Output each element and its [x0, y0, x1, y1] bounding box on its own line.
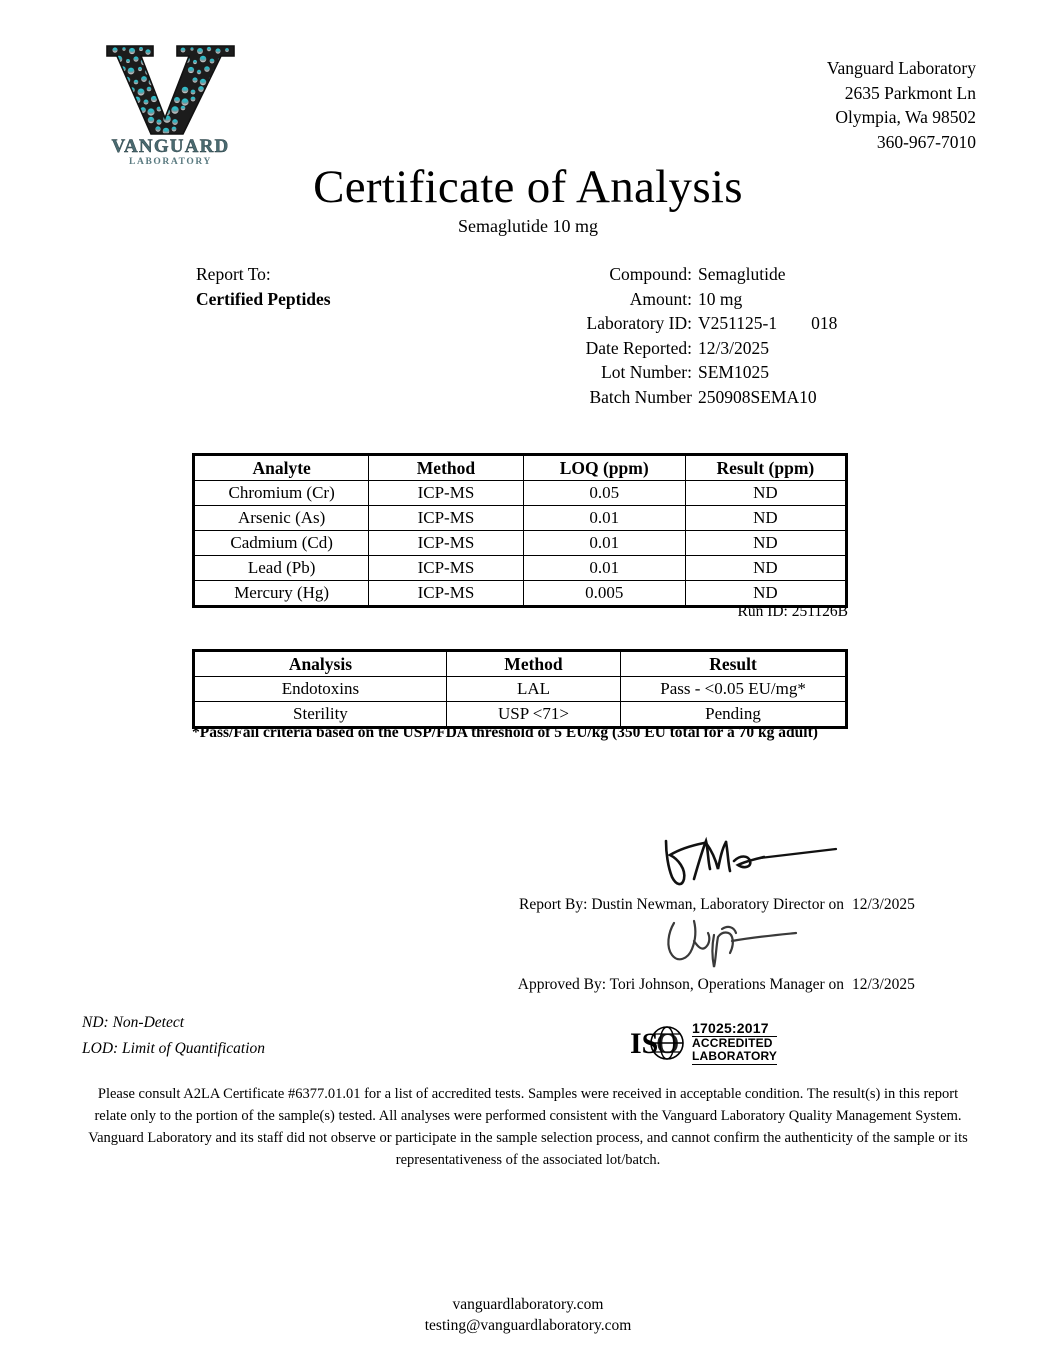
column-header: Analysis — [194, 651, 447, 677]
table-cell: Chromium (Cr) — [194, 481, 369, 506]
meta-row — [520, 360, 920, 385]
iso-accreditation-badge — [630, 1022, 777, 1065]
legend-nd: ND: Non-Detect — [82, 1014, 185, 1031]
meta-label: Lot Number: — [601, 362, 692, 382]
meta-label: Amount: — [629, 288, 692, 309]
table-cell: 0.01 — [523, 531, 685, 556]
legend-lod: LOD: Limit of Quantification — [82, 1040, 265, 1057]
report-by-date: 12/3/2025 — [852, 896, 915, 913]
column-header: Analyte — [194, 455, 369, 481]
meta-row — [520, 262, 920, 287]
logo-v-icon — [103, 42, 238, 138]
pass-fail-criteria-note: *Pass/Fail criteria based on the USP/FDA threshold of 5 EU/kg (350 EU total for a 70 kg adult) — [192, 724, 818, 741]
table-cell: Cadmium (Cd) — [194, 531, 369, 556]
iso-accredited: ACCREDITED — [692, 1035, 773, 1050]
iso-badge-text — [692, 1022, 777, 1065]
meta-value: 10 mg — [698, 288, 743, 309]
logo-word-vanguard: VANGUARD — [111, 136, 230, 157]
table-cell: Pending — [621, 702, 847, 728]
table-row — [194, 506, 847, 531]
company-name: Vanguard Laboratory — [826, 58, 976, 78]
table-cell: 0.05 — [523, 481, 685, 506]
meta-row — [520, 385, 920, 410]
signature-mark-tori-johnson-icon — [660, 915, 860, 971]
iso-globe-icon — [630, 1022, 686, 1064]
table-cell: ICP-MS — [369, 581, 523, 607]
meta-value: Semaglutide — [698, 264, 786, 284]
table-cell: 0.01 — [523, 556, 685, 581]
column-header: Method — [369, 455, 523, 481]
column-header: Result (ppm) — [685, 455, 846, 481]
heavy-metals-table — [192, 453, 848, 608]
column-header: Method — [446, 651, 620, 677]
table-cell: ICP-MS — [369, 481, 523, 506]
footer-website[interactable]: vanguardlaboratory.com — [452, 1296, 604, 1313]
table-cell: Arsenic (As) — [194, 506, 369, 531]
svg-text:IS: IS — [630, 1027, 659, 1061]
iso-standard: 17025:2017 — [692, 1022, 777, 1037]
table-header-row — [194, 651, 847, 677]
table-row — [194, 556, 847, 581]
table-cell: Pass - <0.05 EU/mg* — [621, 677, 847, 702]
column-header: Result — [621, 651, 847, 677]
vanguard-logo — [103, 42, 238, 167]
meta-value: SEM1025 — [698, 362, 769, 382]
disclaimer-text: Please consult A2LA Certificate #6377.01.01 for a list of accredited tests. Samples were received in acceptable condition. The result(s) in this report relate only to the portion of the sample(s) tested. All analyses were performed consistent with the Vanguard Laboratory Quality Management System. Vanguard Laboratory and its staff did not observe or participate in the sample selection process, and cannot confirm the authenticity of the sample or its representativeness of the associated lot/batch. — [88, 1086, 968, 1168]
company-phone: 360-967-7010 — [876, 131, 976, 152]
table-cell: 0.005 — [523, 581, 685, 607]
report-info-section — [0, 262, 1056, 412]
meta-value: 12/3/2025 — [698, 337, 769, 358]
signature-mark-dustin-newman-icon — [660, 835, 860, 891]
meta-value: 250908SEMA10 — [698, 386, 817, 407]
meta-row — [520, 287, 920, 312]
document-footer — [0, 1294, 1056, 1336]
table-cell: ICP-MS — [369, 556, 523, 581]
column-header: LOQ (ppm) — [523, 455, 685, 481]
table-row — [194, 481, 847, 506]
table-row — [194, 677, 847, 702]
table-cell: Lead (Pb) — [194, 556, 369, 581]
meta-label: Compound: — [609, 264, 692, 284]
table-cell: Sterility — [194, 702, 447, 728]
document-header — [0, 0, 1056, 170]
table-cell: LAL — [446, 677, 620, 702]
meta-label: Laboratory ID: — [586, 313, 692, 333]
company-address-block — [827, 56, 976, 154]
table-cell: ICP-MS — [369, 506, 523, 531]
page-subtitle: Semaglutide 10 mg — [458, 216, 598, 236]
run-id-label: Run ID: 251126B — [737, 603, 848, 620]
meta-row — [520, 311, 920, 336]
report-to-block — [196, 262, 331, 311]
report-to-label: Report To: — [196, 264, 271, 284]
meta-label: Batch Number — [589, 386, 692, 407]
table-cell: ICP-MS — [369, 531, 523, 556]
table-cell: ND — [685, 556, 846, 581]
table-cell: ND — [685, 481, 846, 506]
table-cell: ND — [685, 581, 846, 607]
report-by-text: Report By: Dustin Newman, Laboratory Director on — [519, 896, 844, 913]
logo-word-laboratory: LABORATORY — [129, 157, 212, 167]
sample-meta-list — [520, 262, 920, 409]
iso-laboratory: LABORATORY — [692, 1049, 778, 1063]
svg-text:O: O — [656, 1027, 680, 1061]
table-cell: Endotoxins — [194, 677, 447, 702]
table-cell: 0.01 — [523, 506, 685, 531]
table-header-row — [194, 455, 847, 481]
meta-value-secondary: 018 — [811, 313, 838, 333]
table-cell: ND — [685, 531, 846, 556]
table-cell: USP <71> — [446, 702, 620, 728]
company-city-state-zip: Olympia, Wa 98502 — [835, 107, 976, 127]
abbreviation-legend — [82, 1010, 265, 1062]
footer-email[interactable]: testing@vanguardlaboratory.com — [424, 1317, 632, 1334]
approved-by-date: 12/3/2025 — [852, 976, 915, 993]
table-cell: ND — [685, 506, 846, 531]
meta-value: V251125-1 — [698, 313, 778, 333]
company-street: 2635 Parkmont Ln — [844, 82, 976, 103]
analysis-table — [192, 649, 848, 729]
meta-row — [520, 336, 920, 361]
page-title: Certificate of Analysis — [313, 161, 743, 213]
table-row — [194, 531, 847, 556]
table-cell: Mercury (Hg) — [194, 581, 369, 607]
report-to-client-name: Certified Peptides — [196, 288, 331, 309]
meta-label: Date Reported: — [585, 337, 692, 358]
approved-by-text: Approved By: Tori Johnson, Operations Manager on — [517, 976, 844, 993]
